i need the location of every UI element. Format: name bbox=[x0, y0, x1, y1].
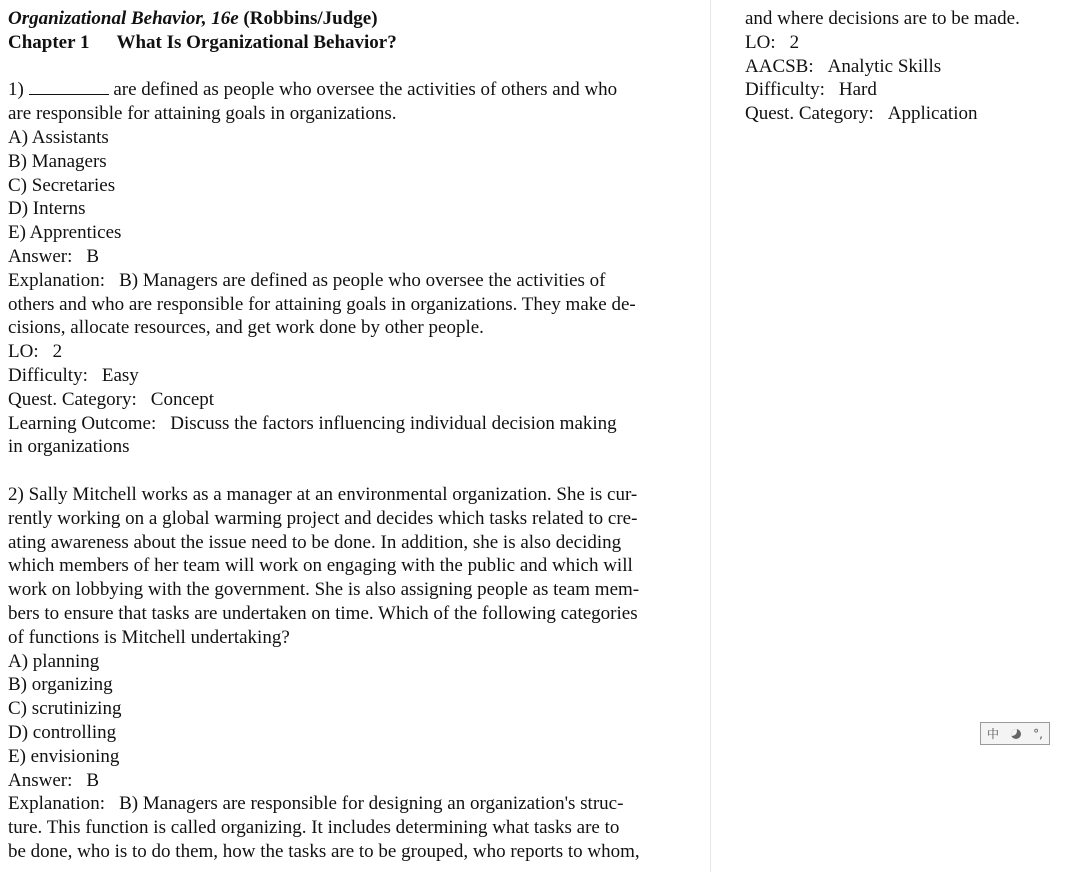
q2-stem-line: which members of her team will work on engaging with the public and which will bbox=[8, 555, 633, 577]
aacsb-value: Analytic Skills bbox=[827, 55, 942, 77]
q2-answer bbox=[8, 769, 680, 793]
outcome-text: Discuss the factors influencing individual decision making bbox=[170, 412, 617, 434]
q1-option: E) Apprentices bbox=[8, 222, 122, 244]
q2-option: B) organizing bbox=[8, 674, 113, 696]
moon-icon[interactable] bbox=[1011, 729, 1021, 739]
category-label: Quest. Category: bbox=[8, 388, 137, 410]
category-value: Concept bbox=[150, 388, 215, 410]
aacsb-label: AACSB: bbox=[745, 55, 814, 77]
q1-explanation-line: cisions, allocate resources, and get work done by other people. bbox=[8, 317, 484, 339]
question-1 bbox=[8, 78, 680, 459]
q1-category bbox=[8, 388, 680, 412]
difficulty-label: Difficulty: bbox=[8, 364, 88, 386]
category-label: Quest. Category: bbox=[745, 103, 874, 125]
category-value: Application bbox=[887, 103, 978, 125]
q1-explanation bbox=[8, 269, 680, 293]
chapter-label: Chapter 1 bbox=[8, 31, 90, 53]
lo-value: 2 bbox=[52, 341, 63, 363]
answer-label: Answer: bbox=[8, 245, 73, 267]
q1-lo bbox=[8, 340, 680, 364]
punctuation-mode-button[interactable]: °, bbox=[1033, 726, 1043, 741]
book-header bbox=[8, 7, 680, 31]
q2-stem-line: bers to ensure that tasks are undertaken on time. Which of the following categories bbox=[8, 602, 638, 624]
ime-toolbar[interactable] bbox=[980, 722, 1050, 745]
q2-stem-line: 2) Sally Mitchell works as a manager at an environmental organization. She is cur- bbox=[8, 483, 638, 505]
explanation-label: Explanation: bbox=[8, 269, 106, 291]
difficulty-value: Easy bbox=[101, 364, 139, 386]
left-column bbox=[8, 7, 680, 864]
explanation-text: B) Managers are responsible for designing an organization's struc- bbox=[119, 793, 624, 815]
q1-option: B) Managers bbox=[8, 150, 107, 172]
question-2 bbox=[8, 483, 680, 864]
q1-option: C) Secretaries bbox=[8, 174, 116, 196]
q2-aacsb bbox=[745, 55, 1075, 79]
difficulty-value: Hard bbox=[838, 79, 877, 101]
chapter-title: What Is Organizational Behavior? bbox=[116, 31, 397, 53]
difficulty-label: Difficulty: bbox=[745, 79, 825, 101]
explanation-label: Explanation: bbox=[8, 793, 106, 815]
q2-option: C) scrutinizing bbox=[8, 698, 122, 720]
q2-category bbox=[745, 102, 1075, 126]
q2-option: A) planning bbox=[8, 650, 100, 672]
q1-stem-line: are responsible for attaining goals in organizations. bbox=[8, 103, 397, 125]
q2-stem-line: work on lobbying with the government. She is also assigning people as team mem- bbox=[8, 579, 640, 601]
outcome-label: Learning Outcome: bbox=[8, 412, 157, 434]
q1-outcome-line: in organizations bbox=[8, 436, 130, 458]
q1-explanation-line: others and who are responsible for attaining goals in organizations. They make de- bbox=[8, 293, 636, 315]
q2-explanation-line: ture. This function is called organizing. It includes determining what tasks are to bbox=[8, 817, 620, 839]
lo-value: 2 bbox=[789, 31, 800, 53]
q1-stem-line bbox=[8, 78, 680, 102]
q1-outcome bbox=[8, 412, 680, 436]
q2-stem-line: rently working on a global warming project and decides which tasks related to cre- bbox=[8, 507, 638, 529]
input-mode-button[interactable]: 中 bbox=[987, 727, 1000, 741]
answer-value: B bbox=[86, 245, 100, 267]
answer-label: Answer: bbox=[8, 769, 73, 791]
q2-lo bbox=[745, 31, 1075, 55]
q2-stem-line: of functions is Mitchell undertaking? bbox=[8, 626, 290, 648]
q2-option: D) controlling bbox=[8, 721, 117, 743]
q1-difficulty bbox=[8, 364, 680, 388]
book-authors: (Robbins/Judge) bbox=[243, 8, 378, 29]
q2-explanation-continuation: and where decisions are to be made. bbox=[745, 8, 1020, 29]
lo-label: LO: bbox=[8, 341, 39, 363]
q2-explanation-line: be done, who is to do them, how the tasks are to be grouped, who reports to whom, bbox=[8, 840, 640, 862]
answer-value: B bbox=[86, 769, 100, 791]
lo-label: LO: bbox=[745, 31, 776, 53]
q2-stem-line: ating awareness about the issue need to be done. In addition, she is also deciding bbox=[8, 531, 622, 553]
q1-option: D) Interns bbox=[8, 198, 86, 220]
q2-option: E) envisioning bbox=[8, 745, 120, 767]
book-title: Organizational Behavior, 16e bbox=[8, 8, 239, 29]
q2-explanation bbox=[8, 792, 680, 816]
explanation-text: B) Managers are defined as people who oversee the activities of bbox=[119, 269, 606, 291]
q1-stem-text: are defined as people who oversee the activities of others and who bbox=[113, 79, 618, 101]
q1-number: 1) bbox=[8, 79, 24, 101]
column-divider bbox=[710, 0, 711, 872]
q1-option: A) Assistants bbox=[8, 126, 109, 148]
chapter-header bbox=[8, 31, 680, 55]
q1-answer bbox=[8, 245, 680, 269]
q2-difficulty bbox=[745, 78, 1075, 102]
right-column bbox=[745, 7, 1075, 126]
answer-blank bbox=[29, 79, 109, 95]
